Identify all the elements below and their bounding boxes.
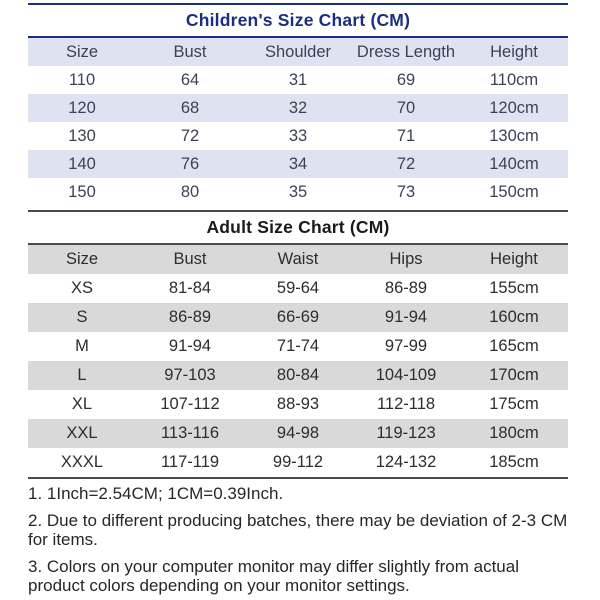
- table-cell: 59-64: [276, 279, 320, 297]
- adult-table-header: [28, 245, 568, 274]
- table-cell: 34: [288, 154, 308, 173]
- table-row: [28, 122, 568, 150]
- note: 1. 1Inch=2.54CM; 1CM=0.39Inch.: [28, 484, 284, 503]
- table-cell: 94-98: [276, 424, 320, 442]
- table-cell: 97-103: [164, 366, 216, 384]
- table-cell: 76: [180, 154, 200, 173]
- table-cell: XS: [70, 279, 93, 297]
- size-chart-sheet: [28, 3, 568, 595]
- children-size-table: [28, 38, 568, 206]
- table-row: [28, 94, 568, 122]
- table-cell: 97-99: [384, 337, 428, 355]
- table-row: [28, 303, 568, 332]
- children-size-chart-section: [28, 3, 568, 206]
- table-cell: 32: [288, 98, 308, 117]
- table-cell: 165cm: [489, 337, 539, 355]
- table-cell: XXXL: [60, 453, 104, 471]
- table-cell: 91-94: [168, 337, 212, 355]
- table-cell: 99-112: [272, 453, 324, 471]
- table-row: [28, 66, 568, 94]
- adult-size-chart-section: [28, 210, 568, 479]
- table-cell: 71-74: [276, 337, 320, 355]
- table-cell: 120cm: [489, 98, 539, 117]
- table-cell: 112-118: [376, 395, 436, 413]
- column-header: Dress Length: [356, 42, 456, 61]
- table-row: [28, 150, 568, 178]
- column-header: Bust: [173, 250, 207, 268]
- table-cell: 110: [68, 70, 96, 89]
- table-cell: 124-132: [375, 453, 437, 471]
- table-cell: 88-93: [276, 395, 320, 413]
- table-cell: 69: [396, 70, 416, 89]
- table-cell: 107-112: [160, 395, 220, 413]
- children-table-header: [28, 38, 568, 66]
- table-cell: 140cm: [489, 154, 539, 173]
- table-cell: 31: [288, 70, 308, 89]
- table-cell: 86-89: [384, 279, 428, 297]
- table-cell: S: [76, 308, 88, 326]
- column-header: Height: [490, 42, 538, 61]
- adult-bottom-rule: [28, 477, 568, 479]
- table-cell: 175cm: [489, 395, 539, 413]
- table-row: [28, 361, 568, 390]
- table-row: [28, 332, 568, 361]
- table-row: [28, 178, 568, 206]
- note: 3. Colors on your computer monitor may differ slightly from actual product colors depending on your monitor settings.: [28, 557, 519, 595]
- table-cell: 33: [288, 126, 308, 145]
- table-cell: 160cm: [489, 308, 539, 326]
- column-header: Hips: [389, 250, 423, 268]
- table-cell: 70: [396, 98, 416, 117]
- table-cell: 150cm: [489, 182, 539, 201]
- table-cell: 104-109: [375, 366, 437, 384]
- column-header: Size: [65, 250, 99, 268]
- table-cell: 72: [180, 126, 200, 145]
- column-header: Bust: [173, 42, 207, 61]
- table-cell: 110cm: [489, 70, 539, 89]
- table-cell: 130cm: [489, 126, 539, 145]
- note: 2. Due to different producing batches, there may be deviation of 2-3 CM for items.: [28, 511, 568, 549]
- table-cell: 72: [396, 154, 416, 173]
- column-header: Size: [65, 42, 99, 61]
- table-cell: 81-84: [168, 279, 212, 297]
- table-cell: 73: [396, 182, 416, 201]
- column-header: Height: [490, 250, 538, 268]
- table-cell: 113-116: [160, 424, 220, 442]
- table-cell: 120: [68, 98, 96, 117]
- children-table-body: [28, 66, 568, 206]
- table-cell: 80: [180, 182, 200, 201]
- header-row: [28, 245, 568, 274]
- table-row: [28, 274, 568, 303]
- column-header: Waist: [277, 250, 319, 268]
- table-cell: 155cm: [489, 279, 539, 297]
- children-chart-title: Children's Size Chart (CM): [185, 10, 411, 30]
- table-row: [28, 390, 568, 419]
- table-cell: XL: [71, 395, 93, 413]
- header-row: [28, 38, 568, 66]
- adult-size-table: [28, 245, 568, 477]
- table-cell: 180cm: [489, 424, 539, 442]
- table-cell: XXL: [66, 424, 98, 442]
- table-cell: M: [75, 337, 89, 355]
- table-cell: 117-119: [160, 453, 220, 471]
- table-cell: 80-84: [276, 366, 320, 384]
- table-row: [28, 448, 568, 477]
- table-cell: 185cm: [489, 453, 539, 471]
- table-cell: 119-123: [376, 424, 436, 442]
- table-cell: 130: [68, 126, 96, 145]
- table-cell: 140: [68, 154, 96, 173]
- table-cell: 170cm: [489, 366, 539, 384]
- adult-chart-title: Adult Size Chart (CM): [206, 217, 390, 237]
- footer-notes: [28, 482, 573, 595]
- table-cell: 150: [68, 182, 96, 201]
- table-cell: 35: [288, 182, 308, 201]
- table-row: [28, 419, 568, 448]
- table-cell: 68: [180, 98, 200, 117]
- column-header: Shoulder: [264, 42, 332, 61]
- table-cell: 66-69: [276, 308, 320, 326]
- table-cell: 86-89: [168, 308, 212, 326]
- adult-table-body: [28, 274, 568, 477]
- table-cell: 71: [396, 126, 416, 145]
- table-cell: 64: [180, 70, 200, 89]
- table-cell: L: [77, 366, 87, 384]
- table-cell: 91-94: [384, 308, 428, 326]
